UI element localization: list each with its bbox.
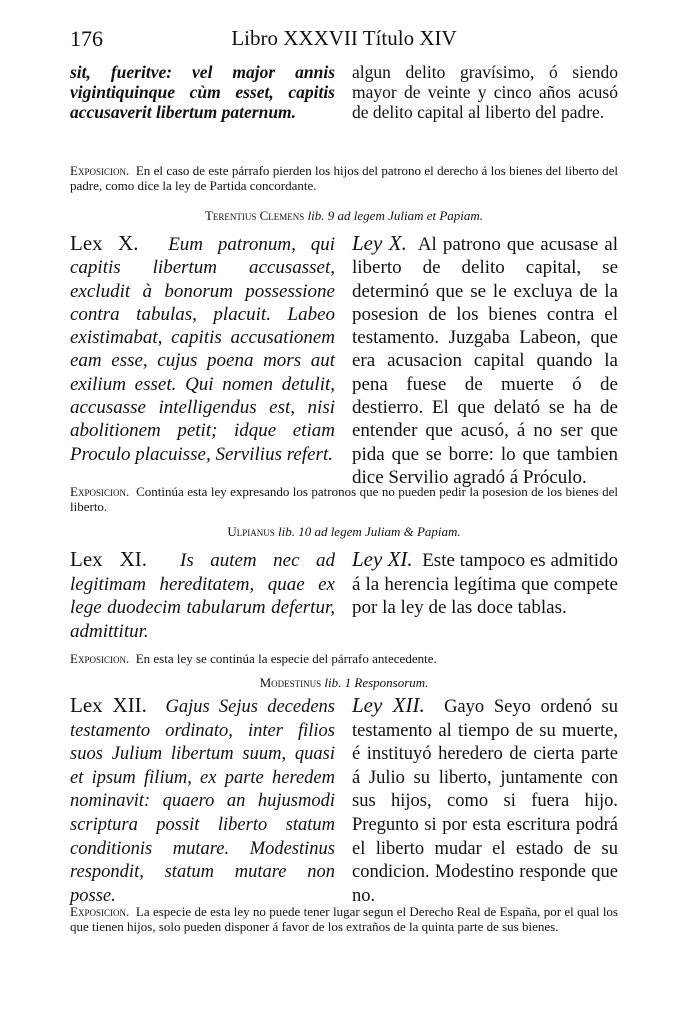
latin-column	[70, 232, 335, 466]
exposicion-label: Exposicion.	[70, 484, 130, 499]
page-header	[70, 26, 618, 56]
spanish-text: algun delito gravísimo, ó siendo mayor de veinte y cinco años acusó de delito capital al liberto del padre.	[352, 62, 618, 122]
ley-label: Ley XII.	[352, 693, 425, 717]
exposicion-text: Continúa esta ley expresando los patronos que no pueden pedir la posesion de los bienes del liberto.	[70, 484, 619, 514]
citation-reference: lib. 10 ad legem Juliam & Papiam.	[277, 524, 461, 539]
citation-reference: lib. 1 Responsorum.	[324, 675, 429, 690]
spanish-text: Al patrono que acusase al liberto de delito capital, se determinó que se le excluya de la posesion de los bienes contra el testamento. Juzgaba Labeon, que era acusacion capital quando la pena fuese de muerte ó de destierro. El que delató se ha de entender que acusó, á no ser que pida que se borre: lo que tambien dice Servilio agradó á Próculo.	[352, 234, 618, 488]
spanish-column	[352, 548, 618, 620]
page-number: 176	[70, 26, 103, 51]
spanish-column	[352, 694, 618, 908]
exposicion-text: En esta ley se continúa la especie del párrafo antecedente.	[135, 651, 437, 666]
lex-label: Lex X.	[70, 231, 139, 255]
exposicion-note	[70, 651, 618, 666]
spanish-column	[352, 232, 618, 489]
citation-author: Modestinus	[259, 675, 322, 690]
ley-label: Ley X.	[352, 231, 407, 255]
exposicion-label: Exposicion.	[70, 163, 130, 178]
source-citation	[70, 524, 618, 540]
exposicion-label: Exposicion.	[70, 651, 130, 666]
running-title: Libro XXXVII Título XIV	[231, 26, 457, 50]
ley-label: Ley XI.	[352, 547, 413, 571]
exposicion-note	[70, 904, 618, 934]
latin-text: Is autem nec ad legitimam hereditatem, quae ex lege duodecim tabularum defertur, admittitur.	[70, 550, 335, 642]
latin-column	[70, 548, 335, 643]
citation-author: Ulpianus	[227, 524, 275, 539]
source-citation	[70, 675, 618, 691]
spanish-text: Este tampoco es admitido á la herencia legítima que compete por la ley de las doce tablas.	[352, 550, 618, 618]
exposicion-note	[70, 163, 618, 193]
latin-text: sit, fueritve: vel major annis vigintiquinque cùm esset, capitis accusaverit libertum paternum.	[70, 62, 335, 122]
latin-column	[70, 62, 335, 122]
latin-text: Gajus Sejus decedens testamento ordinato, inter filios suos Julium libertum suum, quasi et ipsum filium, ex parte heredem nominavit: quaero an hujusmodi scriptura possit liberto statum conditionis mutare. Modestinus respondit, statum mutare non posse.	[70, 697, 336, 906]
citation-reference: lib. 9 ad legem Juliam et Papiam.	[307, 208, 484, 223]
spanish-column	[352, 62, 618, 122]
exposicion-text: La especie de esta ley no puede tener lugar segun el Derecho Real de España, por el qual los que tienen hijos, solo pueden disponer á favor de los extraños de la quinta parte de sus bienes.	[70, 904, 618, 934]
spanish-text: Gayo Seyo ordenó su testamento al tiempo de su muerte, é instituyó heredero de cierta parte á Julio su liberto, juntamente con sus hijos, como si fuera hijo. Pregunto si por esta escritura podrá el liberto mudar el estado de su condicion. Modestino responde que no.	[352, 697, 618, 906]
latin-text: Eum patronum, qui capitis libertum accusasset, excludit à bonorum possessione contra tabulas, placuit. Labeo existimabat, capitis accusationem eam esse, cujus poena mors aut exilium esset. Qui nomen detulit, accusasse intelligendus est, nisi abolitionem petit; idque etiam Proculo placuisse, Servilius refert.	[70, 234, 335, 465]
lex-label: Lex XI.	[70, 547, 148, 571]
lex-label: Lex XII.	[70, 693, 147, 717]
exposicion-note	[70, 484, 618, 514]
latin-column	[70, 694, 335, 908]
exposicion-label: Exposicion.	[70, 904, 130, 919]
citation-author: Terentius Clemens	[204, 208, 305, 223]
source-citation	[70, 208, 618, 224]
exposicion-text: En el caso de este párrafo pierden los hijos del patrono el derecho á los bienes del liberto del padre, como dice la ley de Partida concordante.	[70, 163, 618, 193]
